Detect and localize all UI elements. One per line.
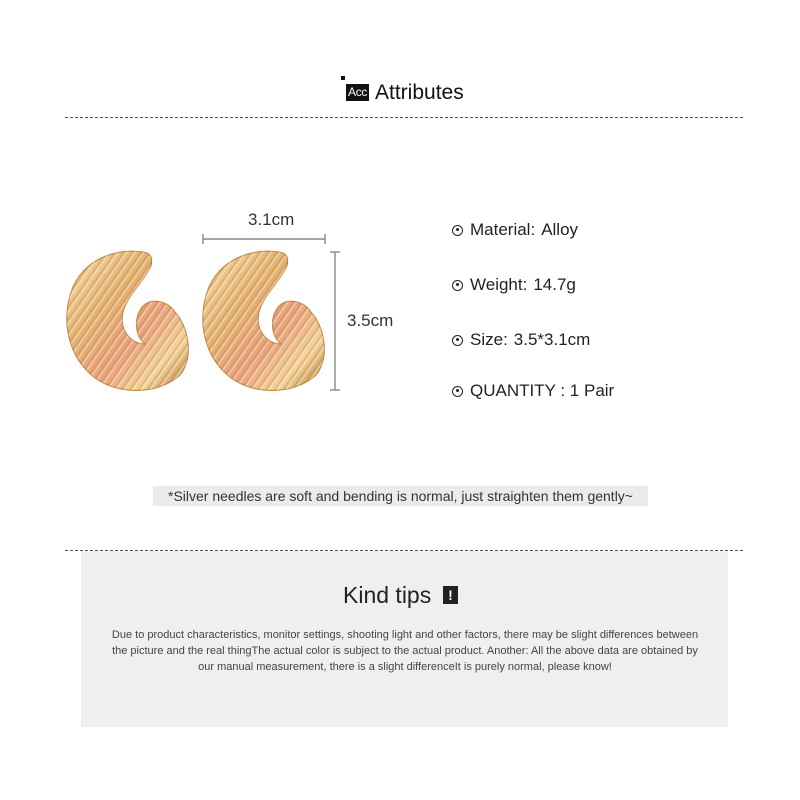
attribute-value: 14.7g xyxy=(533,275,576,294)
attribute-label: Weight: xyxy=(470,275,528,294)
attribute-label: Material: xyxy=(470,220,536,239)
dimension-lines xyxy=(195,228,355,398)
exclamation-icon: ! xyxy=(443,586,458,604)
section-title: Attributes xyxy=(375,81,464,104)
attribute-value: Alloy xyxy=(541,220,579,239)
needle-note: *Silver needles are soft and bending is normal, just straighten them gently~ xyxy=(168,488,633,504)
circle-dot-icon xyxy=(452,280,463,291)
earring-left xyxy=(67,251,189,390)
kind-tips-body: Due to product characteristics, monitor settings, shooting light and other factors, there may be slight differences between the picture and the real thingThe actual color is subject to the actual product. Another: All the above data are obtained by our manual measurement, there is a slight differenceIt is purely normal, please know! xyxy=(111,629,699,673)
header-badge: Acc xyxy=(348,85,368,99)
attribute-value: 3.5*3.1cm xyxy=(513,330,591,349)
attribute-weight xyxy=(452,274,576,296)
circle-dot-icon xyxy=(452,335,463,346)
top-divider xyxy=(65,117,743,118)
attribute-label: QUANTITY : 1 Pair xyxy=(470,381,615,400)
attribute-material xyxy=(452,219,578,241)
width-dimension-label: 3.1cm xyxy=(248,210,295,229)
attribute-label: Size: xyxy=(470,330,508,349)
height-dimension-label: 3.5cm xyxy=(347,311,394,330)
header-dot xyxy=(341,76,345,80)
attribute-quantity xyxy=(452,380,614,402)
kind-tips-title: Kind tips xyxy=(343,582,432,608)
attribute-size xyxy=(452,329,590,351)
circle-dot-icon xyxy=(452,386,463,397)
circle-dot-icon xyxy=(452,225,463,236)
